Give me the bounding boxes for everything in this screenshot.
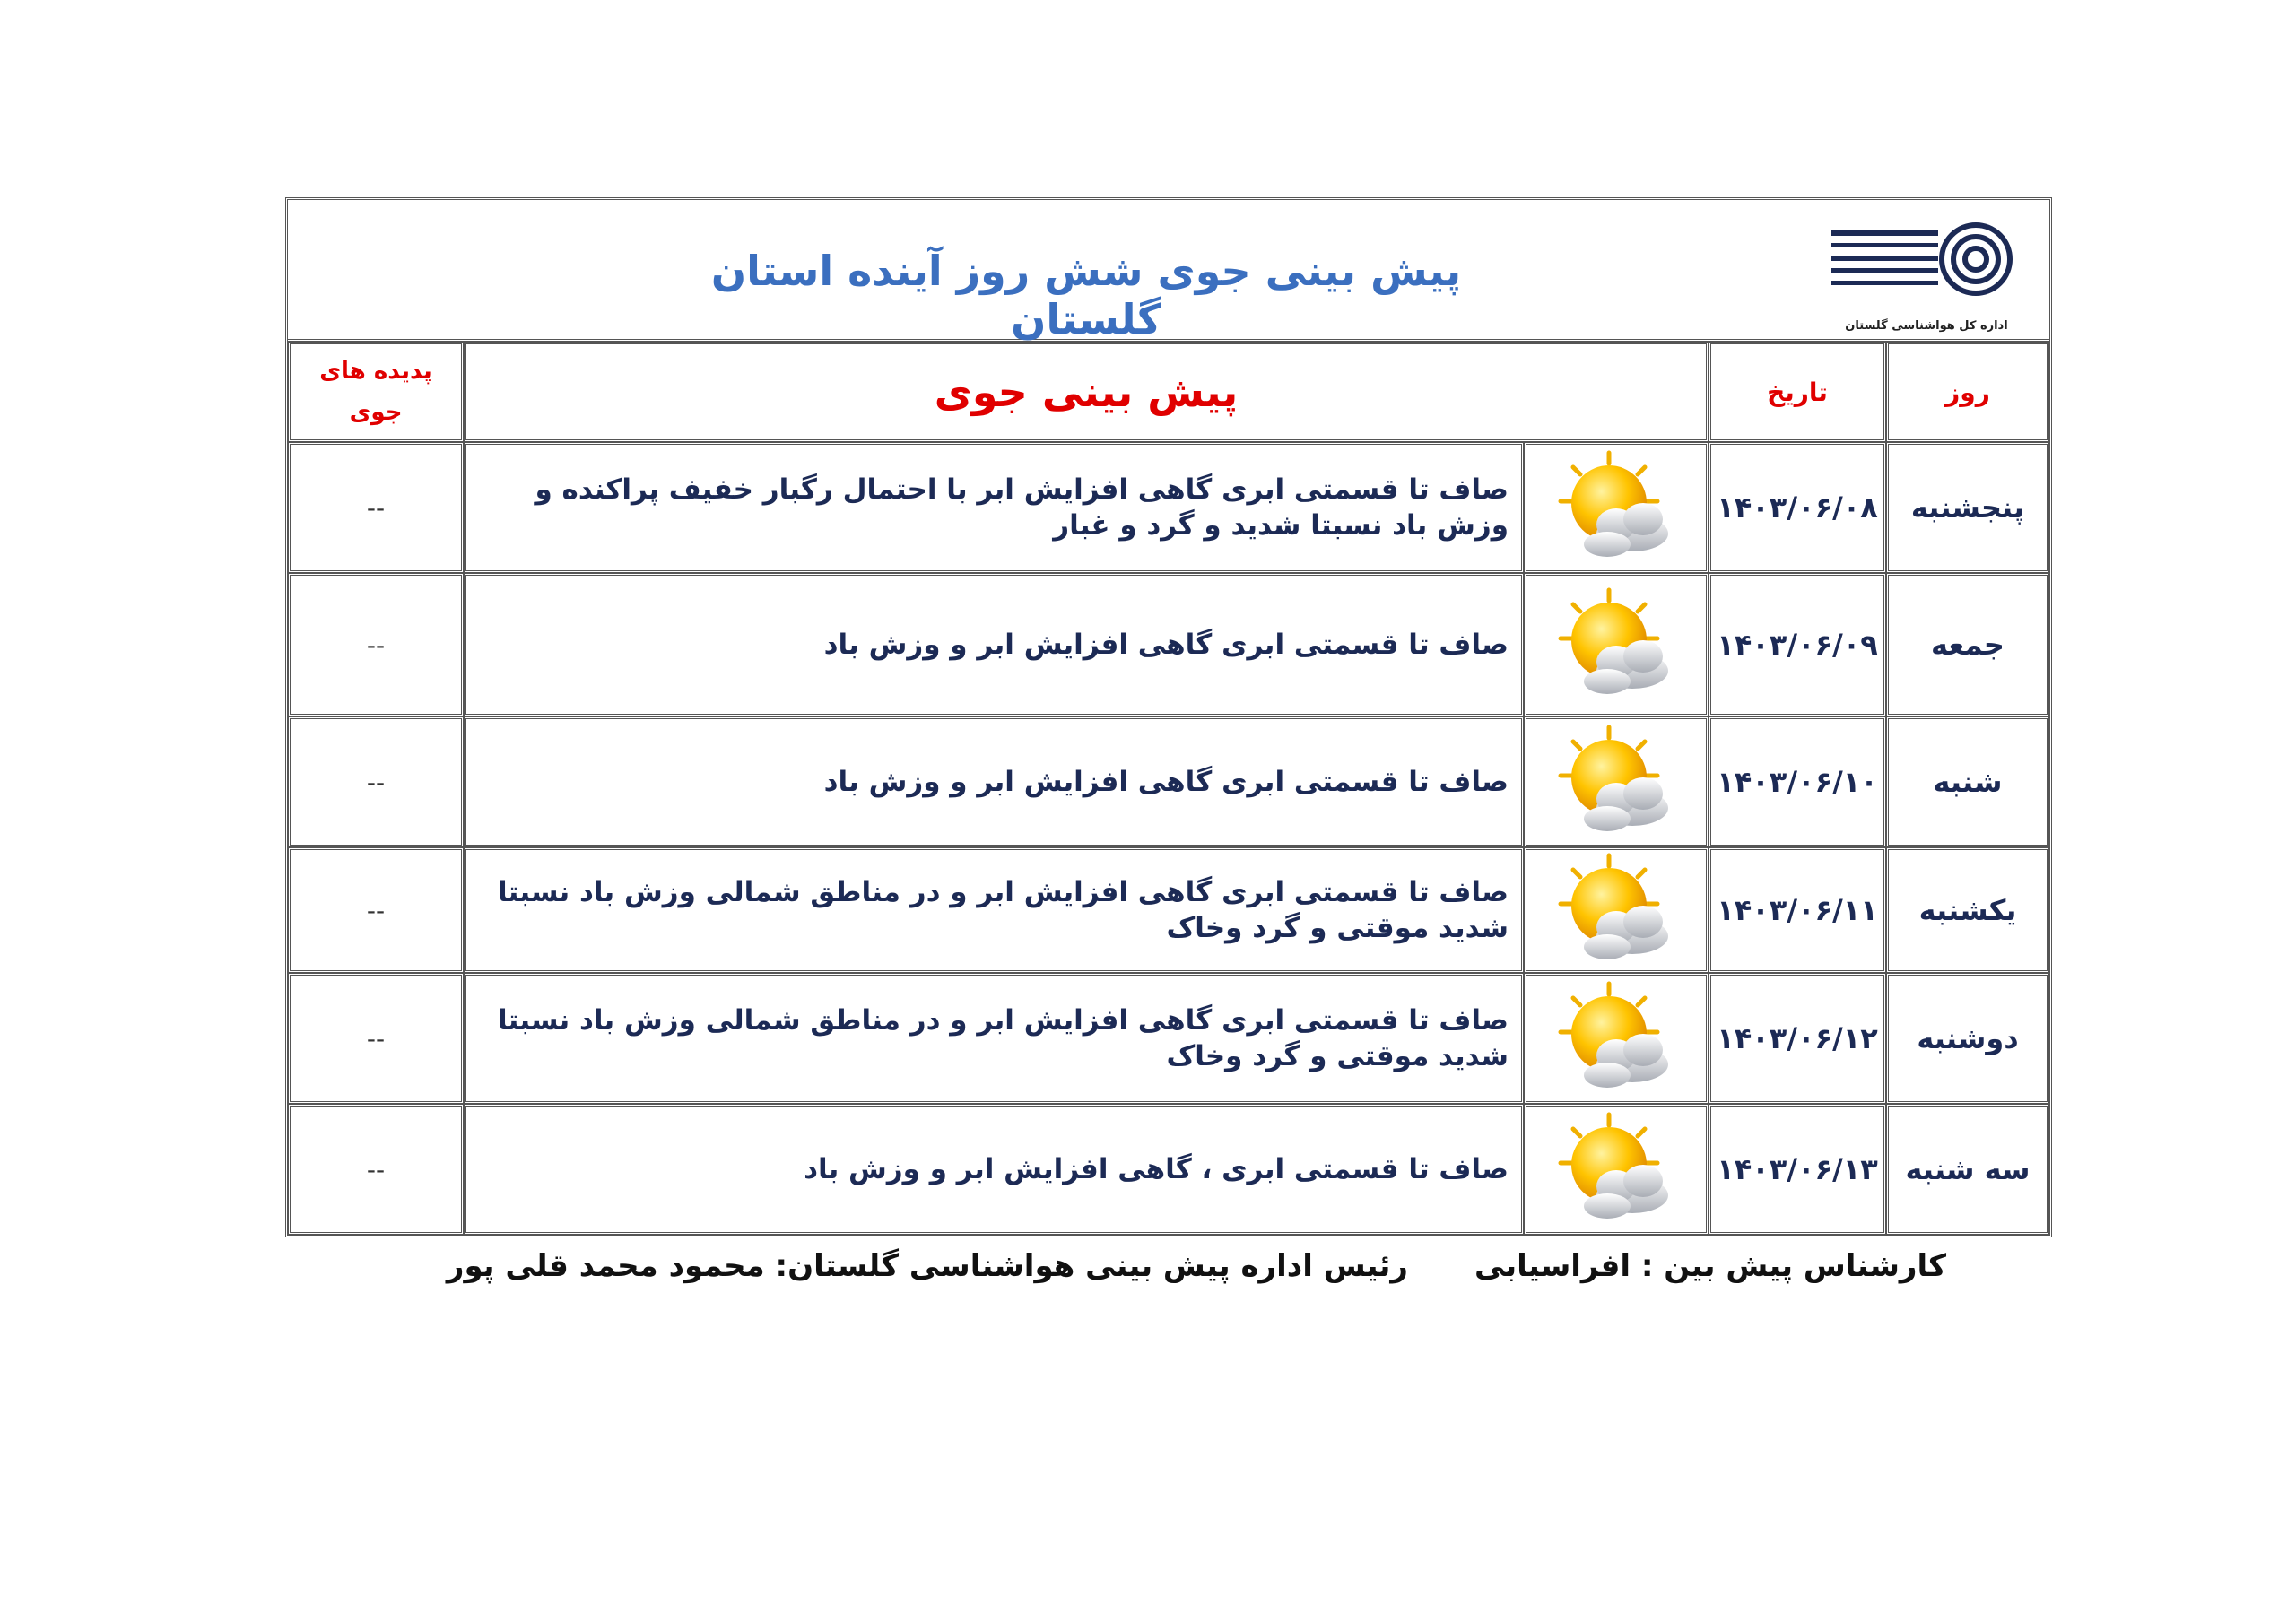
weather-icon-cell [1524,973,1709,1104]
table-row [288,1104,2049,1235]
phenomena-cell: -- [288,847,464,973]
partly-cloudy-icon [1553,722,1679,838]
forecast-description: صاف تا قسمتی ابری گاهی افزایش ابر با احتمال رگبار خفیف پراکنده و وزش باد نسبتا شدید و گرد و غبار [464,442,1524,573]
forecast-sheet [285,197,2052,1237]
date-cell: ۱۴۰۳/۰۶/۱۲ [1709,973,1886,1104]
header-day: روز [1886,342,2049,442]
table-row [288,973,2049,1104]
forecast-description: صاف تا قسمتی ابری گاهی افزایش ابر و وزش باد [464,716,1524,847]
date-cell: ۱۴۰۳/۰۶/۱۳ [1709,1104,1886,1235]
department-head-signature: رئیس اداره پیش بینی هواشناسی گلستان: محمود محمد قلی پور [446,1248,1408,1284]
page-title: پیش بینی جوی شش روز آینده استان گلستان [710,247,1462,343]
header-forecast: پیش بینی جوی [464,342,1709,442]
weather-icon-cell [1524,847,1709,973]
phenomena-cell: -- [288,716,464,847]
phenomena-cell: -- [288,573,464,716]
partly-cloudy-icon [1553,850,1679,967]
day-cell: دوشنبه [1886,973,2049,1104]
table-header-row [288,342,2049,442]
table-row [288,847,2049,973]
partly-cloudy-icon [1553,447,1679,564]
forecast-description: صاف تا قسمتی ابری گاهی افزایش ابر و در مناطق شمالی وزش باد نسبتا شدید موقتی و گرد وخاک [464,847,1524,973]
phenomena-cell: -- [288,1104,464,1235]
forecast-description: صاف تا قسمتی ابری گاهی افزایش ابر و در مناطق شمالی وزش باد نسبتا شدید موقتی و گرد وخاک [464,973,1524,1104]
day-cell: پنجشنبه [1886,442,2049,573]
table-row [288,573,2049,716]
weather-icon-cell [1524,442,1709,573]
day-cell: شنبه [1886,716,2049,847]
partly-cloudy-icon [1553,585,1679,701]
forecast-table [288,342,2049,1235]
date-cell: ۱۴۰۳/۰۶/۰۸ [1709,442,1886,573]
partly-cloudy-icon [1553,1109,1679,1226]
date-cell: ۱۴۰۳/۰۶/۰۹ [1709,573,1886,716]
forecast-description: صاف تا قسمتی ابری گاهی افزایش ابر و وزش باد [464,573,1524,716]
phenomena-cell: -- [288,442,464,573]
forecast-description: صاف تا قسمتی ابری ، گاهی افزایش ابر و وزش باد [464,1104,1524,1235]
meteorological-organization-logo [1823,211,2030,333]
date-cell: ۱۴۰۳/۰۶/۱۱ [1709,847,1886,973]
date-cell: ۱۴۰۳/۰۶/۱۰ [1709,716,1886,847]
header-row [288,200,2049,342]
phenomena-cell: -- [288,973,464,1104]
partly-cloudy-icon [1553,978,1679,1095]
forecaster-signature: کارشناس پیش بین : افراسیابی [1474,1248,1946,1284]
header-date: تاریخ [1709,342,1886,442]
weather-icon-cell [1524,716,1709,847]
logo-emblem-icon [1823,211,2030,309]
logo-caption: اداره کل هواشناسی گلستان [1845,319,2008,333]
day-cell: سه شنبه [1886,1104,2049,1235]
weather-icon-cell [1524,573,1709,716]
table-row [288,442,2049,573]
day-cell: جمعه [1886,573,2049,716]
weather-icon-cell [1524,1104,1709,1235]
header-phenomena: پدیده های جوی [288,342,464,442]
day-cell: یکشنبه [1886,847,2049,973]
table-row [288,716,2049,847]
